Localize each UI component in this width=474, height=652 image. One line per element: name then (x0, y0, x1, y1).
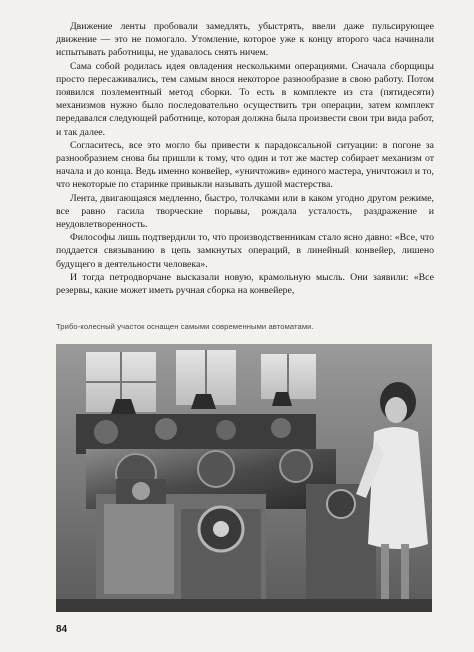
paragraph: Движение ленты пробовали замедлять, убыстрять, ввели даже пульсирующее движение — это не помогало. Утомление, которое уже к концу второго часа начинали испытывать работницы, не удавалось снять ничем. (56, 21, 434, 59)
paragraph: Сама собой родилась идея овладения несколькими операциями. Сначала сборщицы просто пересаживались, тем самым внося некоторое разнообразие в свою работу. Потом появился позлементный метод сборки. То есть в комплекте из ста (пятидесяти) механизмов нужно было последовательно осуществить три операции, затем комплект передавался следующей работнице, которая должна была произвести свои три вида работ, и так далее. (56, 60, 434, 138)
workshop-illustration (56, 344, 432, 612)
page-number: 84 (56, 624, 68, 635)
paragraph: Лента, двигающаяся медленно, быстро, толчками или в каком угодно другом режиме, все равно гасила творческие порывы, рождала усталость, раздражение и неудовлетворенность. (56, 192, 434, 231)
photo-caption: Трибо-колесный участок оснащен самыми современными автоматами. (56, 322, 314, 331)
paragraph: Философы лишь подтвердили то, что производственникам стало ясно давно: «Все, что поддается связыванию в цепь замкнутых операций, в линейный конвейер, лишено будущего в деятельности человека». (56, 232, 434, 270)
workshop-photo (56, 344, 432, 612)
body-text (56, 20, 434, 297)
paragraph: Согласитесь, все это могло бы привести к парадоксальной ситуации: в погоне за разнообразием снова бы пришли к тому, что один и тот же мастер собирает механизм от начала и до конца. Ведь именно конвейер, «уничтожив» единого мастера, уничтожил и то, что некоторые по старинке привыкли называть душой мастерства. (56, 139, 434, 191)
paragraph: И тогда петродворчане высказали новую, крамольную мысль. Они заявили: «Все резервы, какие может иметь ручная сборка на конвейере, (56, 271, 434, 297)
